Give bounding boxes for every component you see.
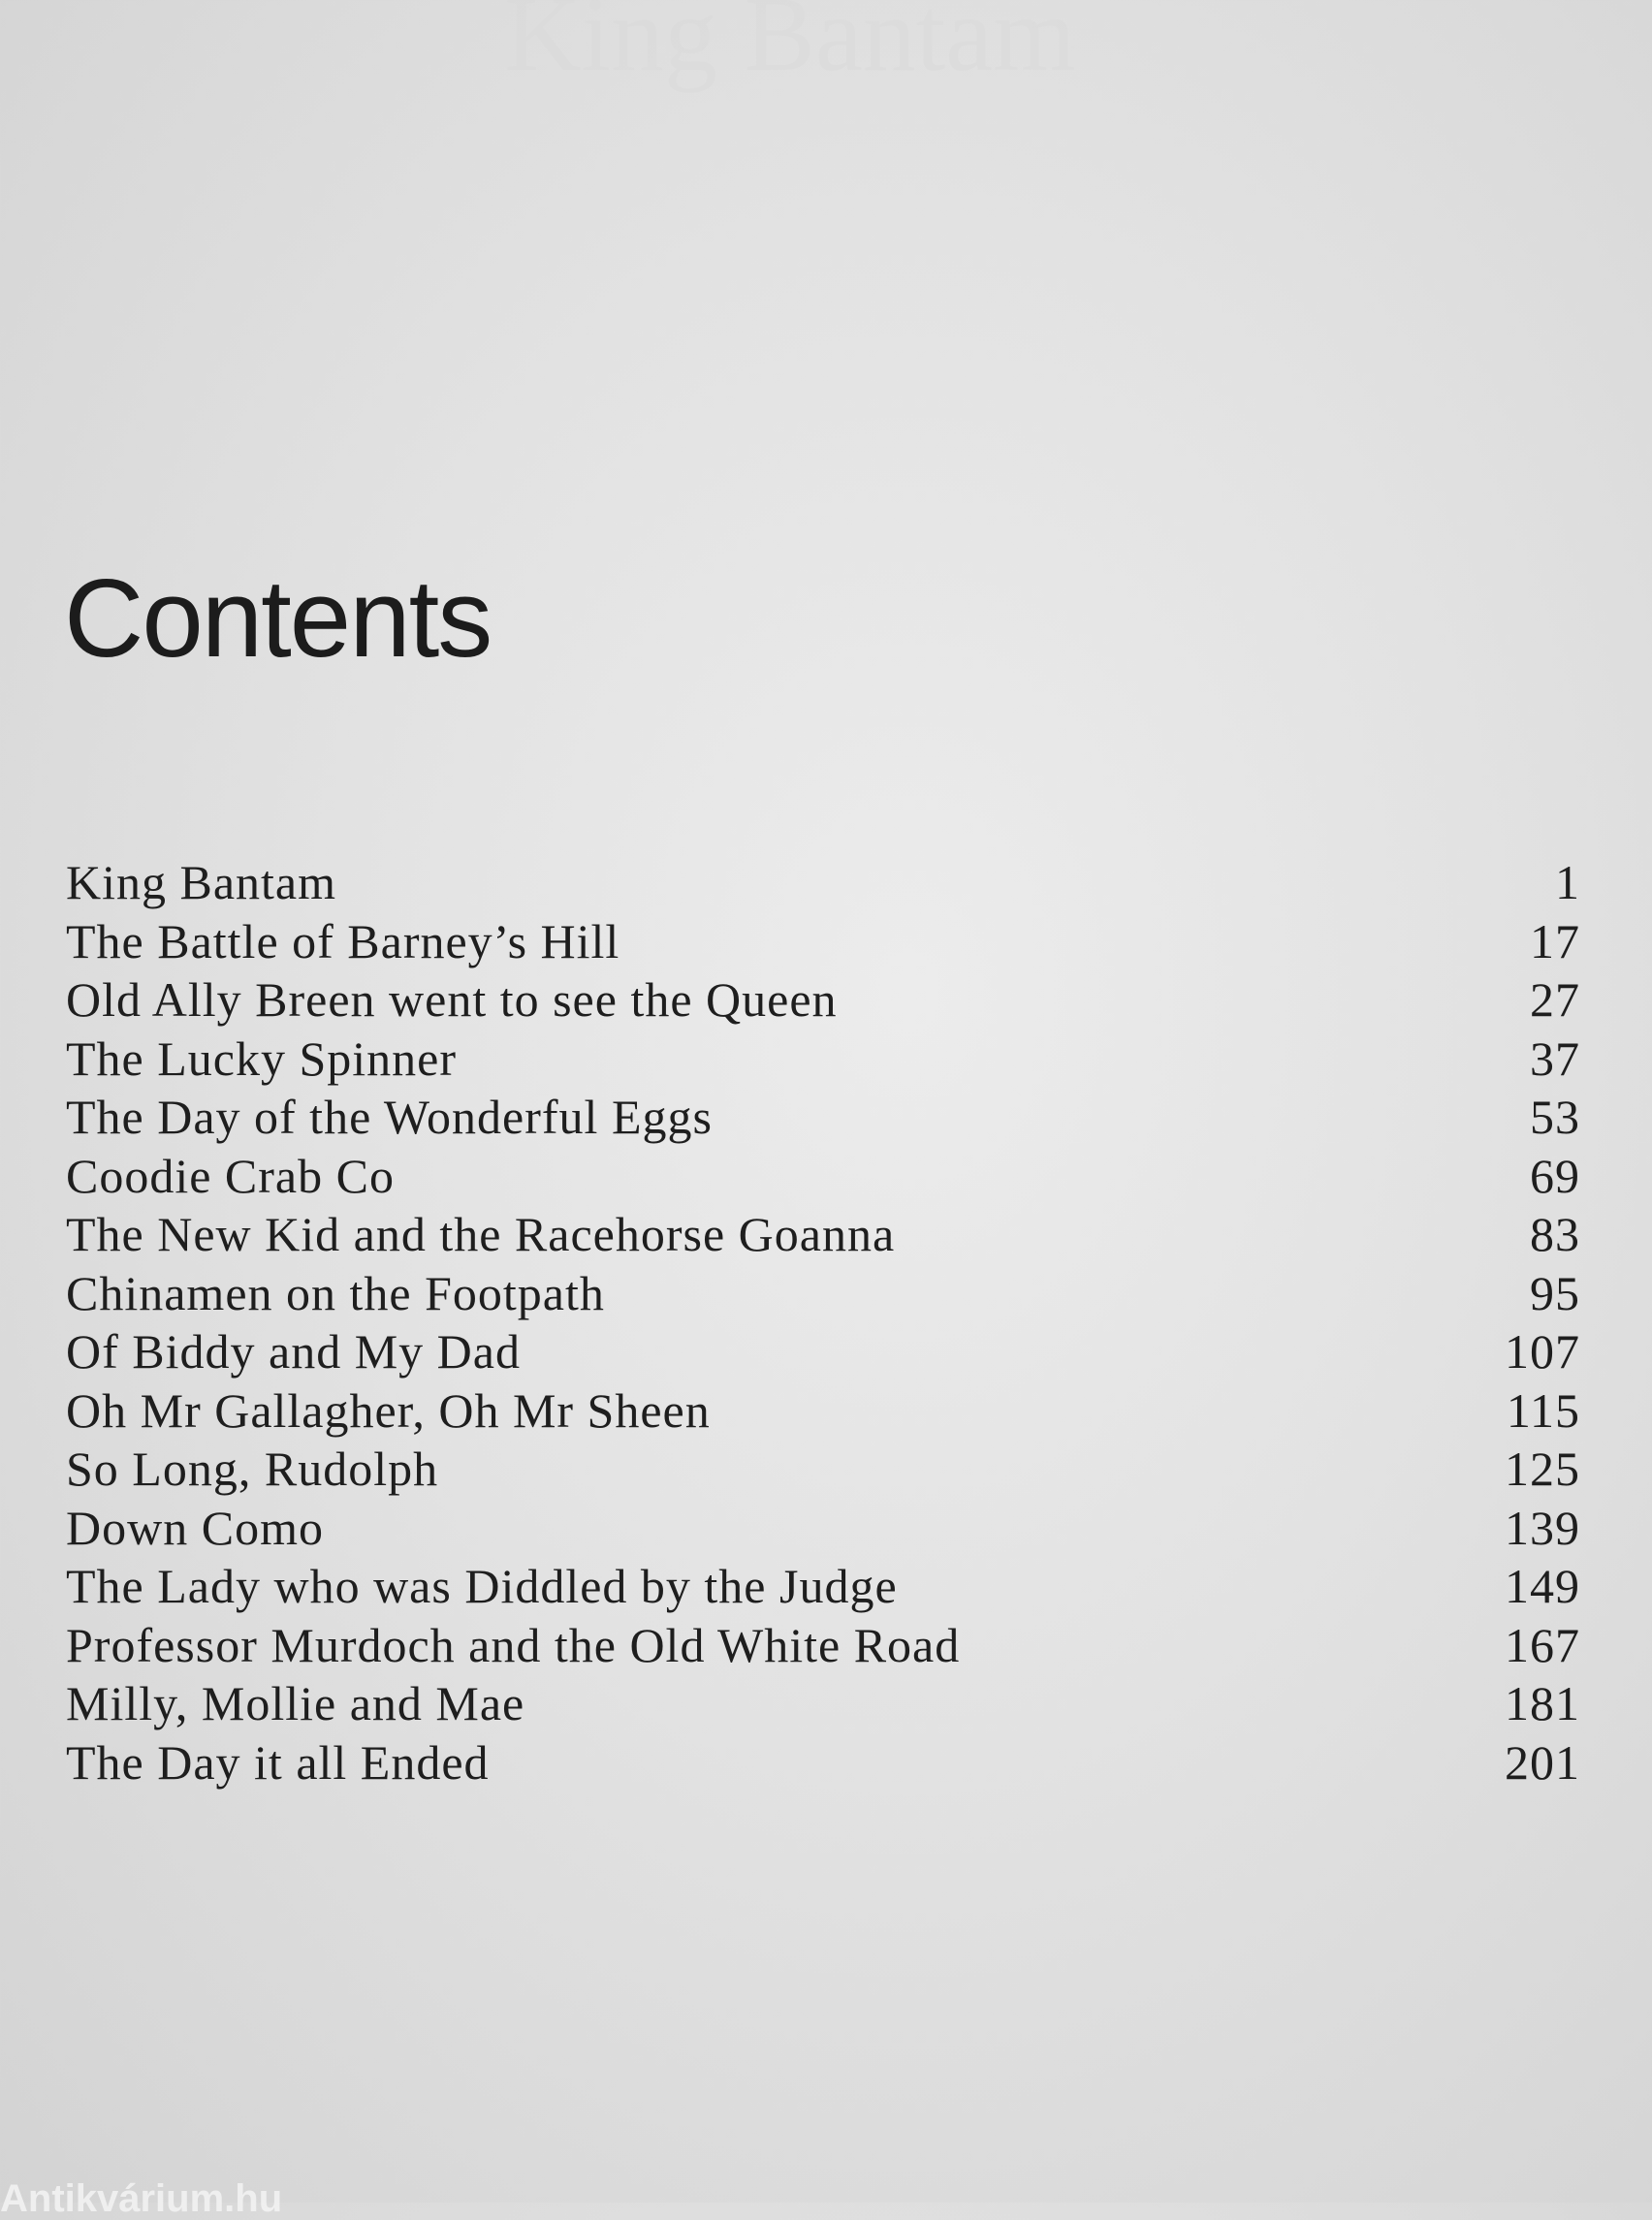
toc-entry-page-number: 1	[1555, 855, 1580, 909]
contents-heading: Contents	[64, 557, 492, 681]
toc-entry-title: King Bantam	[66, 855, 337, 909]
toc-entry	[66, 1616, 1580, 1675]
toc-entry-title: Chinamen on the Footpath	[66, 1265, 605, 1320]
toc-entry-title: The Battle of Barney’s Hill	[66, 913, 620, 968]
toc-entry	[66, 1499, 1580, 1558]
toc-entry-title: The Day of the Wonderful Eggs	[66, 1090, 713, 1144]
toc-entry	[66, 1088, 1580, 1147]
toc-entry-page-number: 107	[1505, 1324, 1580, 1379]
toc-entry	[66, 970, 1580, 1030]
toc-entry-title: So Long, Rudolph	[66, 1442, 439, 1496]
toc-entry-page-number: 201	[1505, 1734, 1580, 1790]
toc-entry	[66, 1381, 1580, 1441]
toc-entry	[66, 912, 1580, 971]
toc-entry-title: The Lucky Spinner	[66, 1031, 458, 1086]
toc-entry-page-number: 83	[1530, 1207, 1580, 1261]
toc-entry-page-number: 167	[1505, 1617, 1580, 1672]
toc-entry-page-number: 53	[1530, 1090, 1580, 1144]
toc-entry	[66, 1733, 1580, 1792]
toc-entry-title: Of Biddy and My Dad	[66, 1324, 521, 1379]
show-through-running-head: King Bantam	[504, 0, 1076, 93]
toc-entry-title: Coodie Crab Co	[66, 1148, 395, 1203]
toc-entry-title: Old Ally Breen went to see the Queen	[66, 972, 838, 1027]
toc-entry	[66, 1322, 1580, 1381]
toc-entry-page-number: 17	[1530, 913, 1580, 968]
toc-entry-title: Milly, Mollie and Mae	[66, 1676, 525, 1730]
toc-entry	[66, 1147, 1580, 1206]
toc-entry-page-number: 37	[1530, 1031, 1580, 1086]
toc-entry-page-number: 125	[1505, 1442, 1580, 1496]
table-of-contents	[66, 853, 1580, 1792]
toc-entry	[66, 1440, 1580, 1499]
toc-entry-page-number: 181	[1505, 1676, 1580, 1730]
toc-entry-page-number: 95	[1530, 1265, 1580, 1320]
toc-entry-page-number: 139	[1505, 1500, 1580, 1555]
toc-entry	[66, 1030, 1580, 1089]
toc-entry	[66, 1264, 1580, 1323]
toc-entry-title: The Day it all Ended	[66, 1734, 490, 1790]
toc-entry	[66, 853, 1580, 912]
watermark: Antikvárium.hu	[0, 2177, 283, 2220]
toc-entry-title: Professor Murdoch and the Old White Road	[66, 1617, 961, 1672]
toc-entry	[66, 1205, 1580, 1264]
toc-entry-page-number: 149	[1505, 1559, 1580, 1613]
toc-entry-title: Down Como	[66, 1500, 324, 1555]
toc-entry-title: The Lady who was Diddled by the Judge	[66, 1559, 898, 1613]
toc-entry	[66, 1674, 1580, 1733]
toc-entry-page-number: 27	[1530, 972, 1580, 1027]
toc-entry	[66, 1557, 1580, 1616]
toc-entry-page-number: 69	[1530, 1148, 1580, 1203]
toc-entry-title: Oh Mr Gallagher, Oh Mr Sheen	[66, 1382, 711, 1438]
toc-entry-page-number: 115	[1506, 1382, 1580, 1438]
toc-entry-title: The New Kid and the Racehorse Goanna	[66, 1207, 896, 1261]
